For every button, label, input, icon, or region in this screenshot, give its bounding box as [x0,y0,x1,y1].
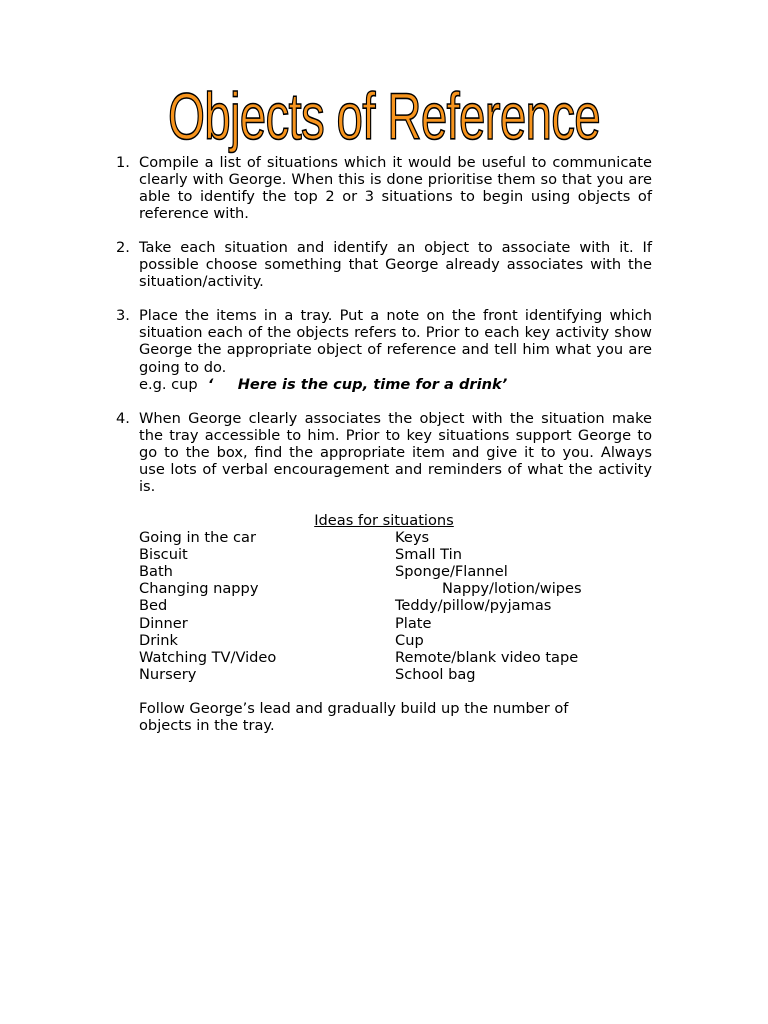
ideas-table [139,512,659,683]
step-text: When George clearly associates the object with the situation make the tray accessible to him. Prior to key situations support George to go to the box, find the appropriate item and give it to you. Always use lots of verbal encouragement and reminders of what the activity is. [139,409,652,495]
table-row [139,632,659,649]
object-cell: Cup [395,631,424,649]
situation-cell: Going in the car [139,529,256,547]
table-row [139,615,659,632]
table-row [139,529,659,546]
situation-cell: Watching TV/Video [139,648,277,666]
example-line [139,376,652,393]
step-item [116,154,652,222]
object-cell: Teddy/pillow/pyjamas [395,597,552,615]
object-cell: Small Tin [395,546,462,564]
step-number: 1. [116,154,130,171]
step-number: 4. [116,409,130,427]
table-row [139,597,659,614]
object-cell: School bag [395,665,476,683]
table-row [139,563,659,580]
situation-cell: Biscuit [139,546,188,564]
table-row [139,580,659,597]
step-item [116,239,652,290]
table-row [139,666,659,683]
step-number: 2. [116,239,130,257]
situation-cell: Bed [139,597,168,615]
steps-list [116,154,652,512]
object-cell: Nappy/lotion/wipes [442,580,582,598]
table-row [139,546,659,563]
object-cell: Keys [395,529,430,547]
example-label: e.g. cup [139,375,198,393]
object-cell: Remote/blank video tape [395,648,579,666]
step-item [116,410,652,495]
object-cell: Sponge/Flannel [395,563,508,581]
object-cell: Plate [395,614,432,632]
step-text: Compile a list of situations which it would be useful to communicate clearly with George. When this is done prioritise them so that you are able to identify the top 2 or 3 situations to begin using objects of reference with. [139,154,652,223]
situation-cell: Drink [139,631,178,649]
ideas-heading: Ideas for situations [314,512,454,529]
situation-cell: Dinner [139,614,188,632]
example-quote: Here is the cup, time for a drink’ [237,375,508,393]
situation-cell: Bath [139,563,173,581]
step-item [116,307,652,392]
document-title: Objects of Reference [168,79,600,153]
example-open-quote: ‘ [207,375,214,393]
step-text: Place the items in a tray. Put a note on the front identifying which situation each of the objects refers to. Prior to each key activity show George the appropriate object of reference and tell him what you are going to do. [139,307,652,376]
follow-up-text: Follow George’s lead and gradually build up the number of objects in the tray. [139,700,569,735]
step-text: Take each situation and identify an object to associate with it. If possible choose something that George already associates with the situation/activity. [139,239,652,291]
table-row [139,649,659,666]
situation-cell: Nursery [139,665,197,683]
step-number: 3. [116,307,130,325]
situation-cell: Changing nappy [139,580,259,598]
